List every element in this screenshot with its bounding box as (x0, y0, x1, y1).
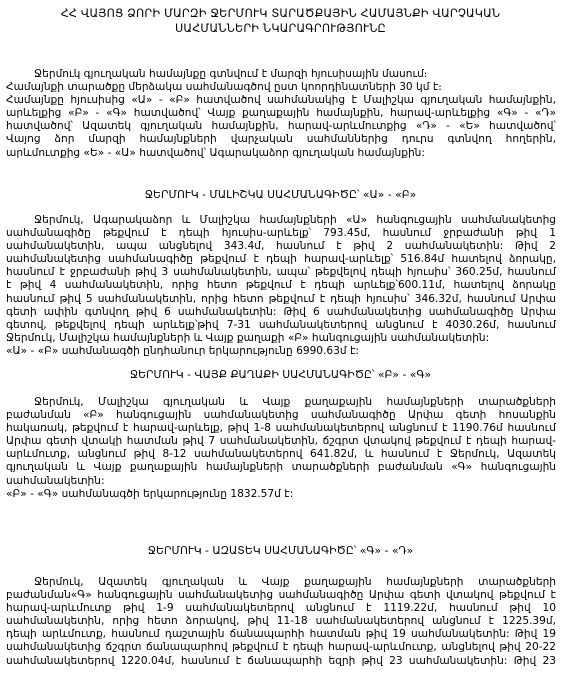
document-title-line-2: ՍԱՀՄԱՆՆԵՐԻ ՆԿԱՐԱԳՐՈՒԹՅՈՒՆԸ (175, 22, 386, 35)
section-heading: ՋԵՐՄՈՒԿ - ՄԱԼԻՇԿԱ ՍԱՀՄԱՆԱԳԻԾԸ՝ «Ա» - «Բ» (144, 188, 417, 201)
intro-line: Վայոց ձոր մարզի համայնքների վարչական սահմաններից դուրս գտնվող հողերին, (6, 133, 556, 146)
section-heading: ՋԵՐՄՈՒԿ - ՎԱՅՔ ՔԱՂԱՔԻ ՍԱՀՄԱՆԱԳԻԾԸ՝ «Բ» - «Գ» (129, 368, 432, 381)
body-line: Ջերմուկ, Մալիշկա գյուղական և Վայք քաղաքային համայնքների տարածքների (34, 396, 556, 408)
document-title-line-1: ՀՀ ՎԱՅՈՑ ՁՈՐԻ ՄԱՐԶԻ ՋԵՐՄՈՒԿ ՏԱՐԱԾՔԱՅԻՆ ՀԱՄԱՅՆՔԻ ՎԱՐՉԱԿԱՆ (60, 7, 501, 20)
body-line: սահմանակետին, որից հետո ձորակով, թիվ 11-18 սահմանակետերով անցնում է 1225.39մ, (6, 615, 556, 628)
body-line: գետի ափին գտնվող թիվ 6 սահմանակետին: Թիվ 6 սահմանակետից սահմանագիծը Արփա (6, 305, 556, 318)
body-line: Արփա գետի վտակի հատման թիվ 7 սահմանակետին, ճշգրտ վտակով թեքվում է դեպի հարավ- (6, 435, 556, 448)
section-3-body (6, 576, 556, 668)
body-line: «Բ» - «Գ» սահմանագծի երկարությունը 1832.57մ է: (6, 487, 294, 500)
body-line: սահմանակետերով 1220.04մ, հասնում է ճանապարհի եզրի թիվ 23 սահմանակետին: Թիվ 23 (6, 654, 556, 667)
section-2-body (6, 396, 556, 501)
body-line: բաժանման «Բ» հանգուցային սահմանակետից սահմանագիծը Արփա գետի հոսանքին (6, 409, 556, 422)
body-line: է թիվ 4 սահմանակետին, որից հետո թեքվում է դեպի արևելք՝600.11մ, հատելով ձորակը (6, 279, 556, 292)
body-line: Ջերմուկ, Ազատեկ գյուղական և Վայք քաղաքային համայնքների տարածքների (34, 576, 556, 588)
body-line: հարավ-արևմուտք թիվ 1-9 սահմանակետերով անցնում է 1119.22մ, հասնում թիվ 10 (6, 602, 556, 615)
body-line: սահմանակետից ճշգրտ ճանապարհով թեքվում է դեպի հարավ-արևմուտք, անցնելով թիվ 20-22 (6, 641, 556, 654)
body-line: Ջերմուկ, Ագարակաձոր և Մալիշկա համայնքների «Ա» հանգուցային սահմանակետից (34, 214, 556, 226)
intro-line: Համայնքի տարածքը մերձակա սահմանագծով ըստ կոորդինատների 30 կմ է։ (6, 81, 442, 94)
body-line: Ջերմուկ, Մալիշկա համայնքների և Վայք քաղաքի «Բ» հանգուցային սահմանակետին: (6, 331, 490, 344)
section-heading: ՋԵՐՄՈՒԿ - ԱԶԱՏԵԿ ՍԱՀՄԱՆԱԳԻԾԸ՝ «Գ» - «Դ» (147, 544, 414, 557)
intro-line: արևելքից «Բ» - «Գ» հատվածով՝ Վայք քաղաքային համայնքին, հարավ-արևելքից «Գ» - «Դ» (6, 107, 556, 120)
body-line: դեպի արևմուտք, հասնում դաշտային ճանապարհի հատման թիվ 19 սահմանակետին: Թիվ 19 (6, 628, 556, 641)
section-1-body (6, 214, 556, 358)
body-line: գյուղական և Վայք քաղաքային համայնքների տարածքների բաժանման «Գ» հանգուցային (6, 461, 556, 474)
body-line: արևմուտք, անցնում թիվ 8-12 սահմանակետերով 641.82մ, և հասնում է Ջերմուկ, Ազատեկ (6, 448, 556, 461)
intro-line: հատվածով՝ Ազատեկ գյուղական համայնքին, հարավ-արևմուտքից «Դ» - «Ե» հատվածով՝ (6, 120, 556, 133)
intro-paragraph (6, 68, 556, 160)
body-line: սահմանագիծը թեքվում է դեպի հյուսիս-արևելք՝ 793.45մ, հասնում ջրբաժանի թիվ 1 (6, 227, 556, 240)
body-line: հասնում թիվ 5 սահմանակետին, որից հետո թեքվում է դեպի հյուսիս՝ 346.32մ, հասնում Արփա (6, 292, 556, 305)
intro-line: Ջերմուկ գյուղական համայնքը գտնվում է մարզի հյուսիսային մասում։ (34, 68, 428, 80)
body-line: սահմանակետին, ապա անցնելով 343.4մ, հասնում է թիվ 2 սահմանակետին: Թիվ 2 (6, 240, 556, 253)
intro-line: Համայնքը հյուսիսից «Ա» - «Բ» հատվածով սահմանակից է Մալիշկա գյուղական համայնքին, (6, 94, 556, 107)
body-line: հասնում է ջրբաժանի թիվ 3 սահմանակետին, ապա՝ թեքվելով դեպի հյուսիս՝ 360.25մ, հասնում (6, 266, 556, 279)
body-line: «Ա» - «Բ» սահմանագծի ընդհանուր երկարությունը 6990.63մ է: (6, 344, 359, 357)
body-line: հակառակ, թեքվում է հարավ-արևելք, թիվ 1-8 սահմանակետերով անցնում է 1190.76մ հասնում (6, 422, 556, 435)
body-line: բաժանման«Գ» հանգուցային սահմանակետից սահմանագիծը Արփա գետի վտակով թեքվում է (6, 589, 556, 602)
body-line: սահմանակետից սահմանագիծը թեքվում է դեպի հարավ-արևելք՝ 516.84մ հատելով ձորակը, (6, 253, 556, 266)
body-line: սահմանակետին: (6, 474, 105, 487)
body-line: գետով, թեքվելով դեպի արևելք՝թիվ 7-31 սահմանակետերով անցնում է 4030.26մ, հասնում (6, 318, 556, 331)
intro-line: արևմուտքից «Ե» - «Ա» հատվածով՝ Ագարակաձոր գյուղական համայնքին: (6, 146, 425, 159)
